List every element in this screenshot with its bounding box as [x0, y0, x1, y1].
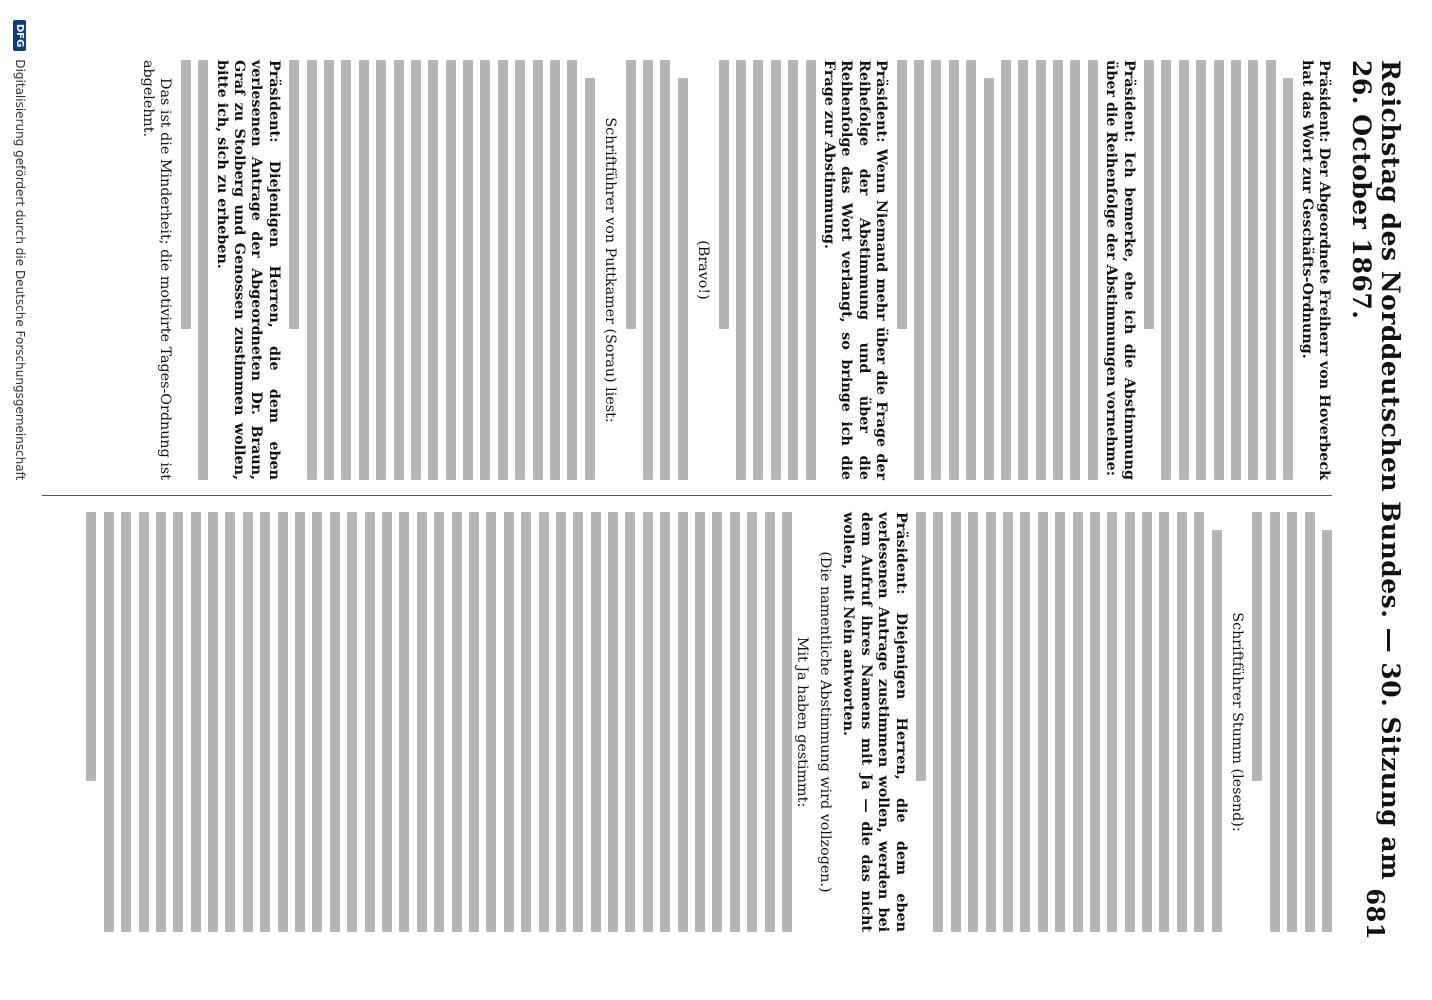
- illegible-lines: [181, 60, 208, 480]
- illegible-lines: [719, 60, 816, 480]
- paragraph: Präsident: Diejenigen Herren, die dem eben verlesenen Antrage der Abgeordneten Dr. Braun, Graf zu Stolberg und Genossen zustimmen wollen, bitte ich, sich zu erheben.: [213, 60, 282, 480]
- column-divider: [42, 495, 1332, 496]
- interjection: (Bravo!): [695, 240, 712, 300]
- illegible-lines: [1144, 60, 1293, 480]
- illegible-lines: [1252, 512, 1332, 932]
- paragraph: Präsident: Ich bemerke, ehe ich die Abstimmung über die Reihenfolge der Abstimmungen vornehme:: [1103, 60, 1137, 480]
- paragraph: Das ist die Minderheit; die motivirte Tages-Ordnung ist abgelehnt.: [139, 60, 174, 480]
- illegible-lines: [916, 512, 1222, 932]
- illegible-lines: [86, 512, 792, 932]
- illegible-lines: [897, 60, 1098, 480]
- secretary-line: Schriftführer Stumm (lesend):: [1229, 612, 1246, 832]
- roll-call-list: [79, 512, 792, 932]
- right-column: [786, 512, 1332, 932]
- digitization-credit: Digitalisierung gefördert durch die Deutsche Forschungsgemeinschaft: [13, 59, 27, 481]
- header-title: Reichstag des Norddeutschen Bundes. — 30. Sitzung am 26. October 1867.: [1347, 60, 1405, 881]
- paragraph: Präsident: Wenn Niemand mehr über die Frage der Reihefolge der Abstimmung und über die Reihenfolge das Wort verlangt, so bringe ich die Frage zur Abstimmung.: [820, 60, 890, 480]
- dfg-logo: DFG: [14, 20, 27, 51]
- voting-heading: Mit Ja haben gestimmt:: [793, 636, 810, 808]
- page-number: 681: [1361, 888, 1391, 940]
- page-header: [1346, 60, 1406, 940]
- illegible-lines: [289, 60, 595, 480]
- illegible-lines: [626, 60, 688, 480]
- paragraph: Präsident: Der Abgeordnete Freiherr von Hoverbeck hat das Wort zur Geschäfts-Ordnung.: [1298, 60, 1332, 480]
- paragraph: Präsident: Diejenigen Herren, die dem eben verlesenen Antrage zustimmen wollen, werden bei dem Aufruf ihres Namens mit Ja — die das nicht wollen, mit Nein antworten.: [840, 512, 909, 932]
- voting-note: (Die namentliche Abstimmung wird vollzogen.): [816, 551, 833, 893]
- left-column: [135, 60, 1332, 480]
- page-footer: [13, 20, 27, 980]
- secretary-line: Schriftführer von Puttkamer (Sorau) liest:: [602, 117, 619, 423]
